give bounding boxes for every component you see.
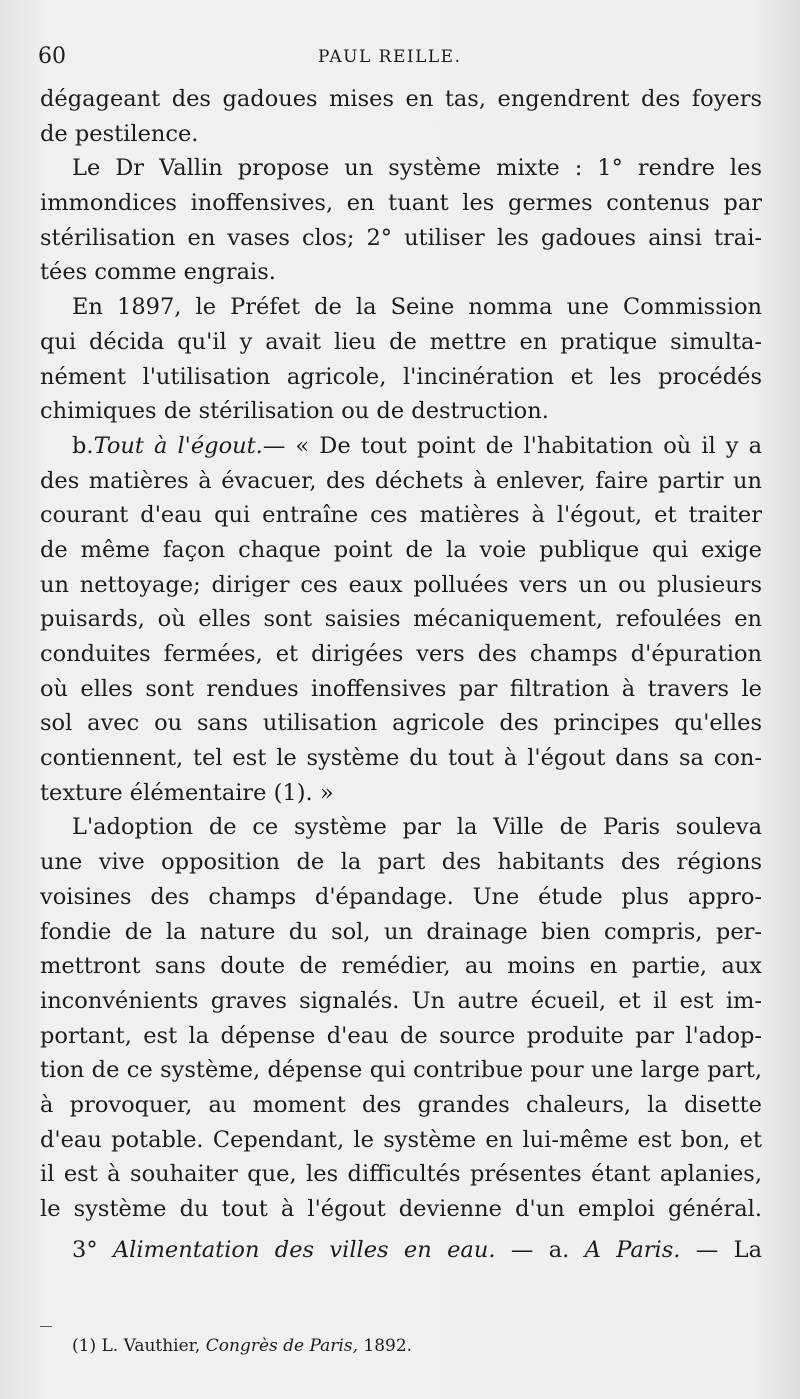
text-line: immondices inoffensives, en tuant les germes contenus par	[40, 190, 762, 217]
section-3-title: Alimentation des villes en eau.	[112, 1236, 496, 1263]
text-line: fondie de la nature du sol, un drainage bien compris, per-	[40, 918, 762, 945]
text-line: tées comme engrais.	[40, 259, 276, 286]
text-line: une vive opposition de la part des habitants des régions	[40, 849, 762, 876]
text-line: stérilisation en vases clos; 2° utiliser les gadoues ainsi trai-	[40, 224, 762, 251]
text-line: sol avec ou sans utilisation agricole des principes qu'elles	[40, 710, 762, 737]
section-3-tail: La	[733, 1236, 762, 1263]
text-line: inconvénients graves signalés. Un autre écueil, et il est im-	[40, 987, 762, 1014]
text-line: il est à souhaiter que, les difficultés présentes étant aplanies,	[40, 1161, 762, 1188]
text-line: de pestilence.	[40, 120, 199, 147]
section-3-place: A Paris.	[584, 1236, 681, 1263]
page-header	[38, 40, 760, 76]
text-line: conduites fermées, et dirigées vers des champs d'épuration	[40, 641, 762, 667]
text-line: nément l'utilisation agricole, l'incinération et les procédés	[40, 363, 762, 390]
section-3-dash: —	[510, 1236, 534, 1263]
footnote-author: L. Vauthier,	[101, 1336, 201, 1356]
footnote-work: Congrès de Paris,	[205, 1336, 358, 1356]
text-line: le système du tout à l'égout devienne d'un emploi général.	[40, 1196, 762, 1222]
text-line: portant, est la dépense d'eau de source produite par l'adop-	[40, 1022, 762, 1049]
section-b-dash: —	[262, 432, 286, 459]
text-line: L'adoption de ce système par la Ville de Paris souleva	[72, 814, 762, 841]
text-line: Le Dr Vallin propose un système mixte : 1° rendre les	[72, 155, 762, 182]
text-line: un nettoyage; diriger ces eaux polluées vers un ou plusieurs	[40, 571, 762, 598]
section-b-title: Tout à l'égout.	[93, 432, 263, 459]
section-heading-b	[40, 429, 762, 464]
text-line: à provoquer, au moment des grandes chaleurs, la disette	[40, 1091, 762, 1118]
section-3-dash2: —	[695, 1236, 719, 1263]
text-line: courant d'eau qui entraîne ces matières à l'égout, et traiter	[40, 502, 762, 529]
section-3-sub: a.	[548, 1236, 570, 1263]
section-3-number: 3°	[72, 1236, 98, 1263]
section-heading-3	[40, 1233, 762, 1268]
text-line: des matières à évacuer, des déchets à enlever, faire partir un	[40, 467, 762, 494]
text-line: chimiques de stérilisation ou de destruction.	[40, 398, 549, 425]
footnote-rule	[40, 1326, 52, 1327]
footnote-marker: (1)	[72, 1336, 97, 1356]
text-line: « De tout point de l'habitation où il y a	[295, 432, 762, 459]
footnote-year: 1892.	[363, 1336, 413, 1356]
text-line: voisines des champs d'épandage. Une étude plus appro-	[40, 883, 762, 910]
text-line: d'eau potable. Cependant, le système en lui-même est bon, et	[40, 1126, 762, 1153]
running-head: PAUL REILLE.	[318, 47, 462, 67]
text-line: contiennent, tel est le système du tout à l'égout dans sa con-	[40, 745, 762, 772]
section-b-label: b.	[72, 432, 94, 459]
page-number: 60	[38, 44, 66, 69]
body-text	[40, 82, 762, 1267]
text-line: tion de ce système, dépense qui contribue pour une large part,	[40, 1057, 762, 1084]
text-line: mettront sans doute de remédier, au moins en partie, aux	[40, 953, 762, 980]
text-line: où elles sont rendues inoffensives par filtration à travers le	[40, 675, 762, 702]
text-line: texture élémentaire (1). »	[40, 779, 334, 806]
text-line: En 1897, le Préfet de la Seine nomma une Commission	[72, 294, 762, 321]
text-line: qui décida qu'il y avait lieu de mettre en pratique simulta-	[40, 328, 762, 355]
text-line: puisards, où elles sont saisies mécaniquement, refoulées en	[40, 606, 762, 633]
text-line: de même façon chaque point de la voie publique qui exige	[40, 536, 762, 563]
text-line: dégageant des gadoues mises en tas, engendrent des foyers	[40, 86, 762, 112]
footnote	[72, 1336, 412, 1356]
